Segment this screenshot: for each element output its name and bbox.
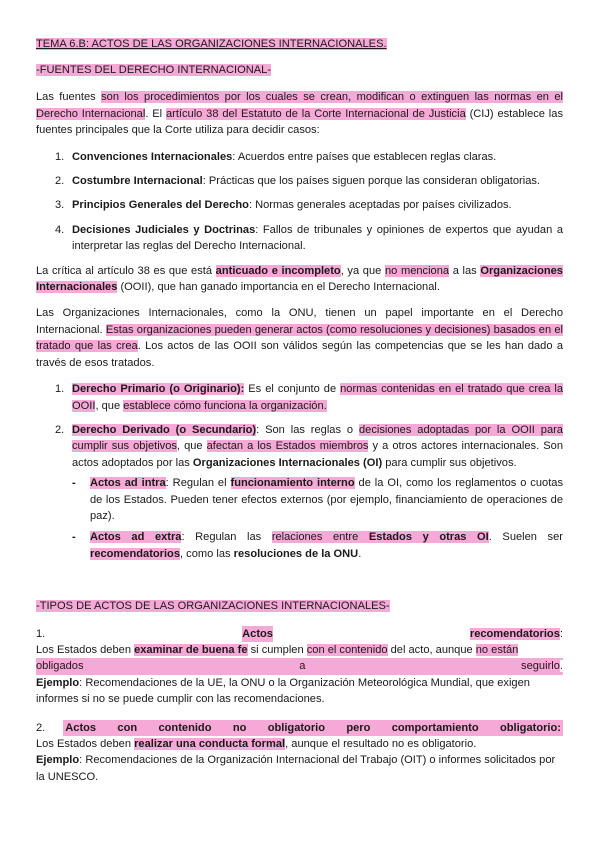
paragraph-critica: La crítica al artículo 38 es que está anticuado e incompleto, ya que no menciona a las Organizaciones Internacionales (OOII), que han ganado importancia en el Derecho Internacional. [36,264,563,294]
tipo-example: Ejemplo: Recomendaciones de la Organización Internacional del Trabajo (OIT) o informes solicitados por la UNESCO. [36,754,556,783]
list-item-ad-intra: - Actos ad intra: Regulan el funcionamiento interno de la OI, como los reglamentos o cuotas de los Estados. Pueden tener efectos externos (por ejemplo, financiamiento de operaciones de paz). [72,477,563,522]
list-item: 4. Decisiones Judiciales y Doctrinas: Fallos de tribunales y opiniones de expertos que ayudan a interpretar las reglas del Derecho Internacional. [55,223,563,253]
tipo-text: Los Estados deben realizar una conducta formal, aunque el resultado no es obligatorio. [36,738,477,750]
list-item: 3. Principios Generales del Derecho: Normas generales aceptadas por países civilizados. [55,199,512,212]
list-item-primario: 1. Derecho Primario (o Originario): Es el conjunto de normas contenidas en el tratado que crea la OOII, que establece cómo funciona la organización. [55,383,563,412]
derecho-list [36,381,563,562]
tipo-heading-words: Actos con contenido no obligatorio pero comportamiento obligatorio: [63,720,563,736]
section-heading-tipos: -TIPOS DE ACTOS DE LAS ORGANIZACIONES INTERNACIONALES- [36,600,390,613]
page-title: TEMA 6.B: ACTOS DE LAS ORGANIZACIONES INTERNACIONALES. [36,38,387,50]
spacer [36,570,563,598]
list-item-derivado: 2. Derecho Derivado (o Secundario): Son las reglas o decisiones adoptadas por la OOII para cumplir sus objetivos, que afectan a los Estados miembros y a otros actores internacionales. Son actos adoptados por las Organizaciones Internacionales (OI) para cumplir sus objetivos. - Actos ad intra: Regulan el funcionamiento interno de la OI, como los reglamentos o cuotas de los Estados. Pueden tener efectos externos (por ejemplo, financiamiento de operaciones de paz). - Actos ad extra: Regulan las relaciones entre Estados y otras OI. Suelen ser recomendatorios, como las resoluciones de la ONU. [36,422,563,562]
tipo-no-obligatorio [36,720,563,786]
tipo-heading: 2. Actos con contenido no obligatorio pero comportamiento obligatorio: [36,720,563,736]
list-item-ad-extra: - Actos ad extra: Regulan las relaciones entre Estados y otras OI. Suelen ser recomendatorios, como las resoluciones de la ONU. [72,531,563,560]
tipo-text: Los Estados deben examinar de buena fe si cumplen con el contenido del acto, aunque no están [36,643,519,656]
paragraph-intro: Las fuentes son los procedimientos por los cuales se crean, modifican o extinguen las normas en el Derecho Internacional. El artículo 38 del Estatuto de la Corte Internacional de Justicia (CIJ) establece las fuentes principales que la Corte utiliza para decidir casos: [36,91,563,137]
sources-list [36,149,563,255]
tipo-recomendatorios [36,626,563,708]
list-item: 2. Costumbre Internacional: Prácticas que los países siguen porque las consideran obligatorias. [55,175,541,188]
paragraph-ooii: Las Organizaciones Internacionales, como la ONU, tienen un papel importante en el Derecho Internacional. Estas organizaciones pueden generar actos (como resoluciones y decisiones) basados en el tratado que las crea. Los actos de las OOII son válidos según las competencias que se les han dado a través de esos tratados. [36,307,563,369]
actos-sublist [72,475,563,562]
tipo-text-justified: obligados a seguirlo. [36,658,563,674]
section-heading-fuentes: -FUENTES DEL DERECHO INTERNACIONAL- [36,64,272,76]
tipo-example: Ejemplo: Recomendaciones de la UE, la ONU o la Organización Meteorológica Mundial, que exigen informes si no se puede cumplir con las recomendaciones. [36,676,530,706]
tipo-heading: 1. Actos recomendatorios: [36,626,563,642]
list-item: 1. Convenciones Internacionales: Acuerdos entre países que establecen reglas claras. [55,150,497,163]
